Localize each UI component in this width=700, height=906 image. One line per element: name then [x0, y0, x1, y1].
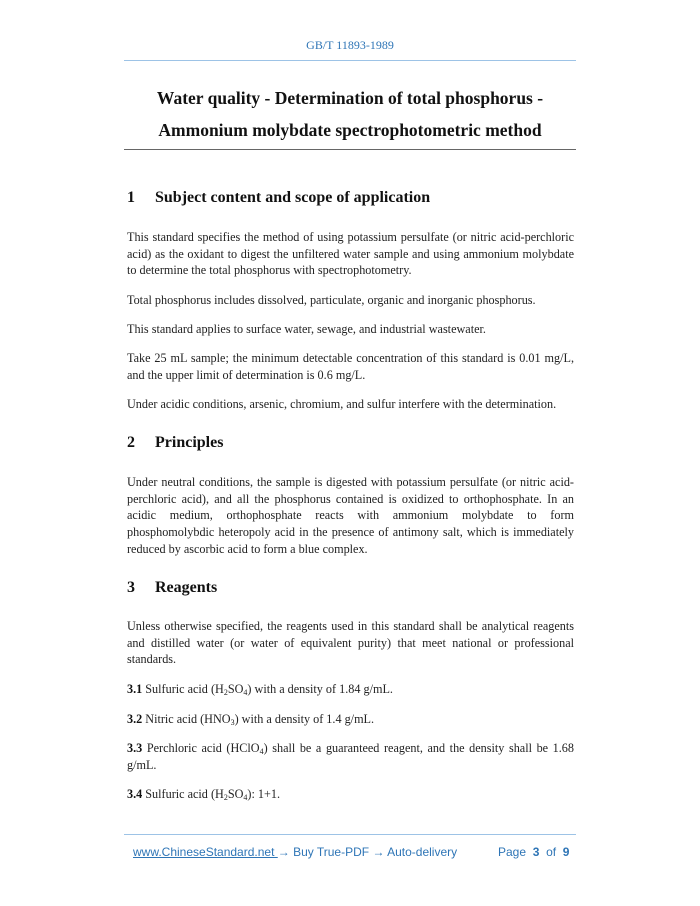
section-number: 1 — [127, 189, 135, 206]
subscript: 2 — [223, 688, 228, 697]
item-text: ): 1+1. — [247, 787, 281, 801]
paragraph: This standard applies to surface water, sewage, and industrial wastewater. — [127, 322, 486, 336]
footer-divider — [124, 834, 576, 835]
paragraph: Under acidic conditions, arsenic, chromium, and sulfur interfere with the determination. — [127, 397, 557, 411]
arrow-right-icon: → — [277, 845, 290, 859]
item-number: 3.4 — [127, 787, 143, 801]
chinesestandard-link[interactable]: www.ChineseStandard.net — [133, 845, 278, 859]
section-title: Reagents — [155, 579, 218, 596]
item-text: ) with a density of 1.4 g/mL. — [234, 712, 375, 726]
subscript: 4 — [243, 688, 248, 697]
item-text: Nitric acid (HNO — [145, 712, 231, 726]
item-text: ) with a density of 1.84 g/mL. — [247, 682, 393, 696]
page-indicator — [498, 845, 569, 859]
item-number: 3.2 — [127, 712, 143, 726]
subscript: 4 — [259, 747, 264, 756]
section-heading-1 — [127, 189, 430, 207]
arrow-right-icon: → — [372, 845, 385, 859]
running-header: GB/T 11893-1989 — [306, 38, 394, 52]
total-pages: 9 — [562, 845, 570, 859]
reagent-item-3-4 — [127, 786, 574, 803]
section-title: Principles — [155, 434, 224, 451]
item-text: SO — [227, 682, 244, 696]
section-heading-3 — [127, 579, 217, 597]
item-text: SO — [227, 787, 244, 801]
paragraph: This standard specifies the method of using potassium persulfate (or nitric acid-perchloric acid) as the oxidant to digest the unfiltered water sample and using ammonium molybdate to determine the total phosphorus with spectrophotometry. — [127, 230, 574, 278]
item-text: Sulfuric acid (H — [145, 787, 224, 801]
subscript: 4 — [243, 793, 248, 802]
item-text: ) shall be a guaranteed reagent, and the density shall be 1.68 g/mL. — [127, 741, 574, 772]
current-page: 3 — [532, 845, 540, 859]
buy-pdf-text: Buy True-PDF — [289, 845, 373, 859]
item-number: 3.3 — [127, 741, 143, 755]
footer-promo — [133, 845, 457, 859]
reagent-item-3-2 — [127, 711, 574, 728]
auto-delivery-text: Auto-delivery — [384, 845, 458, 859]
item-number: 3.1 — [127, 682, 143, 696]
subscript: 2 — [223, 793, 228, 802]
paragraph: Total phosphorus includes dissolved, particulate, organic and inorganic phosphorus. — [127, 293, 536, 307]
paragraph: Unless otherwise specified, the reagents used in this standard shall be analytical reagents and distilled water (or water of equivalent purity) that meet national or professional standards. — [127, 619, 574, 667]
item-text: Sulfuric acid (H — [145, 682, 224, 696]
section-number: 2 — [127, 434, 135, 451]
document-title-line1: Water quality - Determination of total phosphorus - — [156, 88, 544, 108]
section-number: 3 — [127, 579, 135, 596]
document-title-line2: Ammonium molybdate spectrophotometric method — [158, 120, 542, 140]
item-text: Perchloric acid (HClO — [146, 741, 260, 755]
paragraph: Under neutral conditions, the sample is digested with potassium persulfate (or nitric acid-perchloric acid), and all the phosphorus contained is oxidized to orthophosphate. In an acidic medium, orthophosphate reacts with ammonium molybdate to form phosphomolybdic heteropoly acid in the presence of antimony salt, which is immediately reduced by ascorbic acid to form a blue complex. — [127, 475, 574, 556]
section-title: Subject content and scope of application — [155, 189, 431, 206]
section-heading-2 — [127, 434, 223, 452]
subscript: 3 — [230, 718, 235, 727]
reagent-item-3-3 — [127, 740, 574, 773]
title-divider — [124, 149, 576, 150]
of-label: of — [546, 845, 557, 859]
header-divider — [124, 60, 576, 61]
page-label: Page — [498, 845, 527, 859]
paragraph: Take 25 mL sample; the minimum detectable concentration of this standard is 0.01 mg/L, and the upper limit of determination is 0.6 mg/L. — [127, 351, 574, 382]
reagent-item-3-1 — [127, 681, 574, 698]
